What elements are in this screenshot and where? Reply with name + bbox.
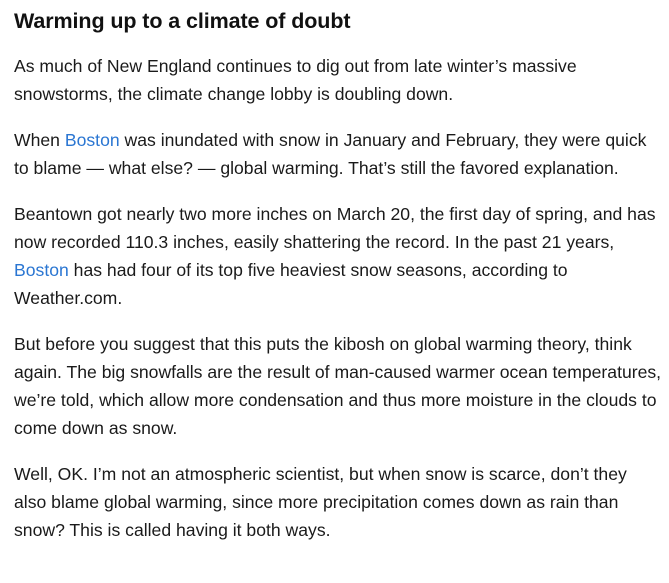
paragraph-3 xyxy=(14,200,662,312)
paragraph-3-text-end: has had four of its top five heaviest snow seasons, according to Weather.com. xyxy=(14,260,568,308)
paragraph-2-text-start: When xyxy=(14,130,65,150)
paragraph-1: As much of New England continues to dig out from late winter’s massive snowstorms, the climate change lobby is doubling down. xyxy=(14,56,577,104)
paragraph-2 xyxy=(14,126,662,182)
paragraph-3-text-start: Beantown got nearly two more inches on March 20, the first day of spring, and has now recorded 110.3 inches, easily shattering the record. In the past 21 years, xyxy=(14,204,656,252)
article-title: Warming up to a climate of doubt xyxy=(14,9,351,33)
paragraph-4: But before you suggest that this puts the kibosh on global warming theory, think again. The big snowfalls are the result of man-caused warmer ocean temperatures, we’re told, which allow more condensation and thus more moisture in the clouds to come down as snow. xyxy=(14,334,662,438)
paragraph-2-text-end: was inundated with snow in January and February, they were quick to blame — what else? — global warming. That’s still the favored explanation. xyxy=(14,130,647,178)
boston-link[interactable]: Boston xyxy=(64,130,120,150)
paragraph-5: Well, OK. I’m not an atmospheric scientist, but when snow is scarce, don’t they also blame global warming, since more precipitation comes down as rain than snow? This is called having it both ways. xyxy=(14,464,627,540)
boston-link[interactable]: Boston xyxy=(14,260,69,280)
